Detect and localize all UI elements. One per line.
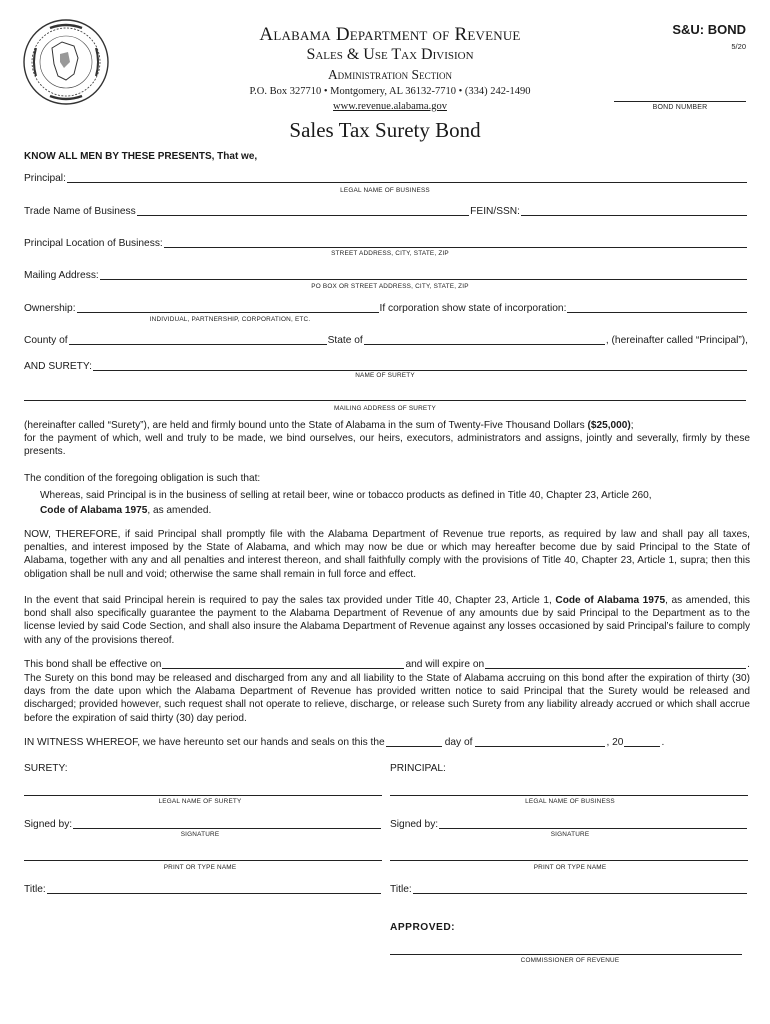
state-label: State of: [327, 335, 363, 346]
principal-title-input[interactable]: [413, 883, 747, 894]
incorporation-label: If corporation show state of incorporation:: [379, 303, 567, 314]
witness-year-prefix: , 20: [606, 737, 624, 748]
form-title: Sales Tax Surety Bond: [289, 118, 481, 142]
section-name: Administration Section: [327, 67, 453, 82]
principal-signed-by-label: Signed by:: [390, 819, 439, 830]
effective-date-input[interactable]: [162, 658, 404, 669]
surety-print-name-input[interactable]: [24, 852, 382, 861]
surety-label: AND SURETY:: [24, 361, 92, 372]
location-caption: STREET ADDRESS, CITY, STATE, ZIP: [331, 250, 449, 257]
surety-print-caption: PRINT OR TYPE NAME: [163, 864, 237, 871]
bond-number-field[interactable]: [614, 93, 746, 102]
approved-label: APPROVED:: [390, 922, 456, 933]
principal-print-caption: PRINT OR TYPE NAME: [533, 864, 607, 871]
agency-name: Alabama Department of Revenue: [259, 24, 521, 45]
paragraph-in-event: [24, 594, 750, 647]
paragraph-release: The Surety on this bond may be released and discharged from any and all liability to the State of Alabama accruing on this bond after the expiration of thirty (30) days from the date upon which the Alabama Department of Revenue has provided written notice to said Principal that the Surety would be released and discharged; provided however, such request shall not operate to relieve, discharge, or release such Surety from any liability already accrued or which shall accrue before the expiration of said thirty (30) day period.: [24, 673, 750, 724]
whereas-amended: , as amended.: [147, 505, 212, 516]
principal-called-text: , (hereinafter called “Principal”),: [605, 335, 748, 346]
expire-label: and will expire on: [405, 659, 485, 670]
mailing-input[interactable]: [100, 269, 747, 280]
witness-day-input[interactable]: [386, 736, 442, 747]
trade-name-label: Trade Name of Business: [24, 206, 136, 217]
mailing-label: Mailing Address:: [24, 270, 99, 281]
surety-heading: SURETY:: [24, 763, 68, 774]
surety-mailing-input[interactable]: [24, 392, 746, 401]
agency-address: P.O. Box 327710 • Montgomery, AL 36132-7710 • (334) 242-1490: [249, 86, 531, 97]
bond-number-label: BOND NUMBER: [652, 104, 708, 111]
trade-name-input[interactable]: [137, 205, 469, 216]
intro-text: KNOW ALL MEN BY THESE PRESENTS, That we,: [24, 151, 258, 162]
principal-caption: LEGAL NAME OF BUSINESS: [340, 187, 430, 194]
surety-legal-caption: LEGAL NAME OF SURETY: [158, 798, 242, 805]
mailing-caption: PO BOX OR STREET ADDRESS, CITY, STATE, ZIP: [311, 283, 469, 290]
division-name: Sales & Use Tax Division: [306, 46, 474, 63]
location-label: Principal Location of Business:: [24, 238, 163, 249]
surety-caption: NAME OF SURETY: [355, 372, 415, 379]
paragraph-bound: [24, 419, 750, 459]
ownership-caption: INDIVIDUAL, PARTNERSHIP, CORPORATION, ETC.: [149, 316, 311, 323]
principal-heading: PRINCIPAL:: [390, 763, 446, 774]
in-event-code: Code of Alabama 1975: [555, 595, 666, 606]
principal-signature-caption: SIGNATURE: [550, 831, 590, 838]
surety-title-label: Title:: [24, 884, 46, 895]
alabama-state-seal-icon: [22, 18, 110, 106]
witness-year-input[interactable]: [624, 736, 660, 747]
state-input[interactable]: [364, 334, 605, 345]
paragraph-bound-continued: for the payment of which, well and truly to be made, we bind ourselves, our heirs, executors, administrators and assigns, jointly and severally, firmly by these presents.: [24, 433, 750, 458]
surety-signature-input[interactable]: [73, 818, 381, 829]
incorporation-input[interactable]: [567, 302, 747, 313]
in-event-continued: , as amended, this bond shall also specifically guarantee the payment to the Alabama Department of Revenue of any amounts due by said Principal to the Department as to the license levied by said Code Section, and shall also insure the Alabama Department of Revenue against any losses occasioned by said Principal’s failure to comply with any of the provisions thereof.: [24, 595, 750, 646]
business-legal-name-input[interactable]: [390, 787, 748, 796]
fein-input[interactable]: [521, 205, 747, 216]
form-id: S&U: BOND: [672, 22, 746, 37]
surety-signed-by-label: Signed by:: [24, 819, 73, 830]
condition-heading: The condition of the foregoing obligation is such that:: [24, 473, 261, 484]
surety-title-input[interactable]: [47, 883, 381, 894]
effective-label: This bond shall be effective on: [24, 659, 162, 670]
principal-input[interactable]: [67, 172, 747, 183]
ownership-input[interactable]: [77, 302, 379, 313]
paragraph-bound-text: (hereinafter called “Surety”), are held and firmly bound unto the State of Alabama in the sum of Twenty-Five Thousand Dollars: [24, 420, 588, 431]
county-label: County of: [24, 335, 68, 346]
surety-legal-name-input[interactable]: [24, 787, 382, 796]
surety-signature-caption: SIGNATURE: [180, 831, 220, 838]
location-input[interactable]: [164, 237, 747, 248]
surety-mailing-caption: MAILING ADDRESS OF SURETY: [334, 405, 436, 412]
whereas-text: Whereas, said Principal is in the business of selling at retail beer, wine or tobacco products as defined in Title 40, Chapter 23, Article 260,: [40, 490, 652, 501]
expire-date-input[interactable]: [485, 658, 746, 669]
witness-day-of: day of: [444, 737, 473, 748]
bond-amount: ($25,000): [587, 420, 631, 431]
form-revision: 5/20: [731, 42, 746, 51]
paragraph-whereas: [40, 488, 750, 518]
principal-signature-input[interactable]: [439, 818, 747, 829]
commissioner-caption: COMMISSIONER OF REVENUE: [520, 957, 620, 964]
witness-month-input[interactable]: [475, 736, 605, 747]
principal-print-name-input[interactable]: [390, 852, 748, 861]
paragraph-bound-semicolon: ;: [630, 420, 634, 431]
witness-text: IN WITNESS WHEREOF, we have hereunto set our hands and seals on this the: [24, 737, 385, 748]
in-event-text: In the event that said Principal herein is required to pay the sales tax provided under Title 40, Chapter 23, Article 1,: [24, 595, 556, 606]
fein-label: FEIN/SSN:: [470, 206, 520, 217]
paragraph-now-therefore: NOW, THEREFORE, if said Principal shall promptly file with the Alabama Department of Revenue true reports, as required by law and shall pay all taxes, penalties, and interest imposed by the State of Alabama, and which may now be due or which may hereafter become due by said Principal to the State of Alabama, together with any and all penalties and interest thereon, and shall faithfully comply with the provisions of Title 40, Chapter 23, Article 1, supra; then this obligation shall be null and void; otherwise the same shall remain in full force and effect.: [24, 529, 750, 580]
business-legal-caption: LEGAL NAME OF BUSINESS: [525, 798, 615, 805]
agency-website[interactable]: www.revenue.alabama.gov: [333, 101, 447, 112]
witness-period: .: [661, 737, 665, 748]
commissioner-signature-input[interactable]: [390, 946, 742, 955]
ownership-label: Ownership:: [24, 303, 76, 314]
surety-input[interactable]: [93, 360, 747, 371]
principal-title-label: Title:: [390, 884, 412, 895]
whereas-code: Code of Alabama 1975: [40, 505, 148, 516]
principal-label: Principal:: [24, 173, 66, 184]
county-input[interactable]: [69, 334, 327, 345]
